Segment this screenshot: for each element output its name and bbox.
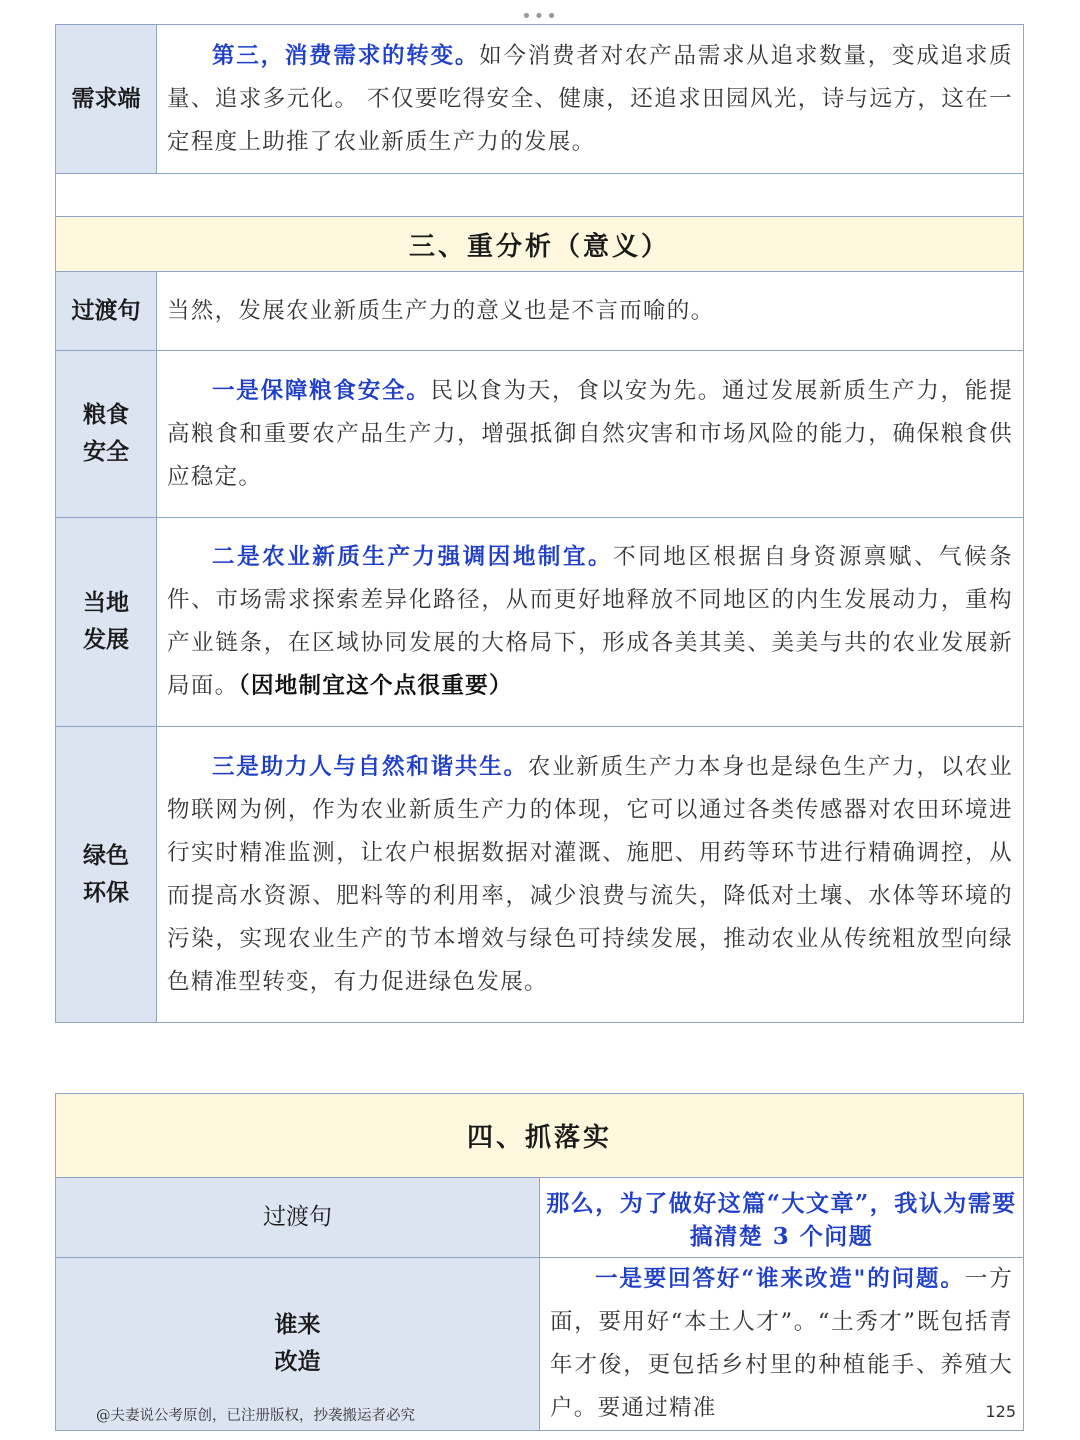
body-text: 农业新质生产力本身也是绿色生产力，以农业物联网为例，作为农业新质生产力的体现，它可以通过各类传感器对农田环境进行实时精准监测，让农户根据数据对灌溉、施肥、用药等环节进行精确调控，从而提高水资源、肥料等的利用率，减少浪费与流失，降低对土壤、水体等环境的污染，实现农业生产的节本增效与绿色可持续发展，推动农业从传统粗放型向绿色精准型转变，有力促进绿色发展。 — [167, 753, 1013, 995]
highlight-text: 二是农业新质生产力强调因地制宜。 — [212, 544, 614, 570]
table-row-demand — [56, 25, 1024, 174]
note-text: （因地制宜这个点很重要） — [238, 673, 513, 699]
label-line-1: 谁来 — [274, 1312, 321, 1338]
label-line-1: 当地 — [83, 590, 129, 616]
row-label-demand: 需求端 — [56, 25, 157, 174]
row-label-local-development — [56, 518, 157, 727]
label-line-1: 粮食 — [83, 402, 129, 428]
row-label-food-security — [56, 351, 157, 518]
analysis-table — [55, 24, 1024, 1023]
table-row-food-security — [56, 351, 1024, 518]
copyright-footer: @夫妻说公考原创，已注册版权，抄袭搬运者必究 — [96, 1408, 415, 1424]
table-row-green — [56, 727, 1024, 1023]
row-content-transition — [157, 272, 1024, 351]
label-line-1: 绿色 — [83, 842, 129, 869]
table-row-transition — [56, 272, 1024, 351]
section-title-implementation: 四、抓落实 — [56, 1094, 1024, 1178]
row-content-green — [157, 727, 1024, 1023]
section-title-significance: 三、重分析（意义） — [56, 217, 1024, 272]
row-label-green — [56, 727, 157, 1023]
body-text: 如今消费者对农产品需求从追求数量，变成追求质量、追求多元化。 不仅要吃得安全、健康，还追求田园风光，诗与远方，这在一定程度上助推了农业新质生产力的发展。 — [167, 42, 1013, 155]
blank-cell — [56, 174, 1024, 217]
label-line-2: 安全 — [83, 439, 129, 465]
table-row-local-development — [56, 518, 1024, 727]
body-text: 当然，发展农业新质生产力的意义也是不言而喻的。 — [167, 297, 715, 324]
label-line-2: 发展 — [83, 627, 129, 653]
highlight-text: 三是助力人与自然和谐共生。 — [212, 753, 528, 780]
body-text: 一方面，要用好“本土人才”。“土秀才”既包括青年才俊，更包括乡村里的种植能手、养殖大户。要通过精准 — [550, 1266, 1013, 1421]
row-label-transition: 过渡句 — [56, 272, 157, 351]
page-number: 125 — [985, 1402, 1016, 1421]
highlight-text: 一是要回答好“谁来改造"的问题。 — [595, 1266, 965, 1292]
implementation-table — [55, 1093, 1024, 1431]
row-content-demand — [157, 25, 1024, 174]
label-line-2: 改造 — [274, 1349, 321, 1375]
table-row-transition — [56, 1178, 1024, 1258]
row-label-transition: 过渡句 — [56, 1178, 540, 1258]
row-content-food-security — [157, 351, 1024, 518]
body-text: 民以食为天，食以安为先。通过发展新质生产力，能提高粮食和重要农产品生产力，增强抵御自然灾害和市场风险的能力，确保粮食供应稳定。 — [167, 377, 1014, 490]
row-content-transition: 那么，为了做好这篇“大文章”，我认为需要搞清楚 3 个问题 — [540, 1178, 1024, 1258]
highlight-text: 第三，消费需求的转变。 — [212, 42, 480, 69]
blank-row — [56, 174, 1024, 217]
row-content-who-transforms — [540, 1258, 1024, 1431]
label-line-2: 环保 — [83, 879, 129, 906]
section-row — [56, 1094, 1024, 1178]
highlight-text: 一是保障粮食安全。 — [212, 377, 431, 404]
drag-handle-dots[interactable]: ••• — [521, 6, 559, 27]
body-text: 不同地区根据自身资源禀赋、气候条件、市场需求探索差异化路径，从而更好地释放不同地区的内生发展动力，重构产业链条，在区域协同发展的大格局下，形成各美其美、美美与共的农业发展新局面。 — [167, 544, 1013, 699]
row-content-local-development — [157, 518, 1024, 727]
section-row — [56, 217, 1024, 272]
